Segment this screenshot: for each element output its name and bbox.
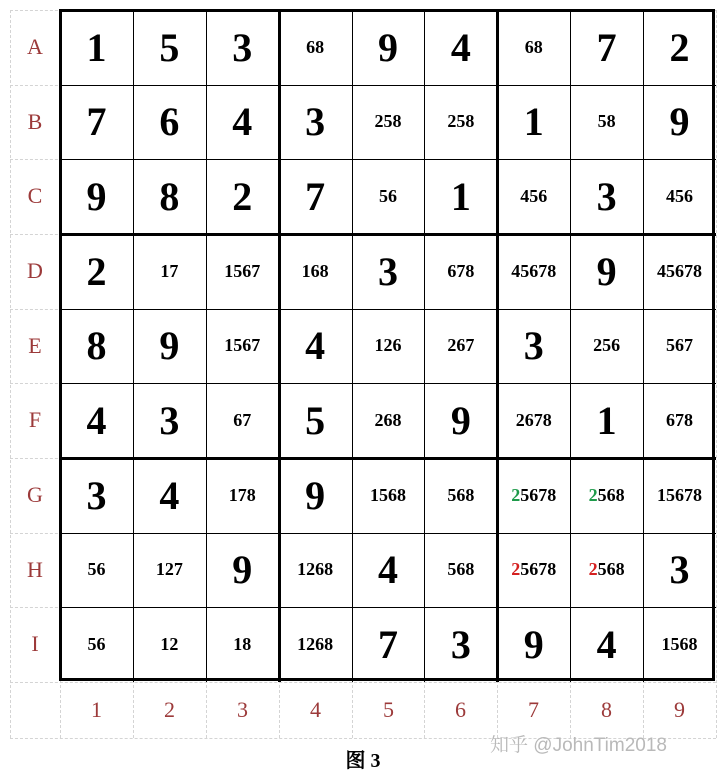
cell-e7: 3 [523, 323, 544, 369]
cell-i5: 7 [377, 622, 398, 668]
cell-c5: 56 [378, 186, 397, 207]
cell-b8: 58 [597, 111, 616, 132]
cell-e6: 267 [447, 335, 475, 356]
column-label-9: 9 [674, 697, 685, 722]
cell-g9: 15678 [657, 484, 703, 505]
cell-e4: 4 [305, 323, 326, 369]
cell-a1: 1 [86, 24, 107, 70]
cell-d7: 45678 [511, 260, 557, 281]
cell-h5: 4 [377, 547, 398, 593]
cell-i3: 18 [233, 634, 252, 655]
row-label-a: A [27, 34, 43, 59]
cell-f9: 678 [666, 410, 694, 431]
column-label-7: 7 [528, 697, 539, 722]
cell-h2: 127 [155, 559, 183, 580]
cell-d8: 9 [596, 248, 617, 294]
guide-vline [716, 10, 717, 738]
cell-b7: 1 [523, 99, 544, 145]
cell-e1: 8 [86, 323, 107, 369]
cell-g6: 568 [447, 484, 475, 505]
cell-i8: 4 [596, 622, 617, 668]
watermark: 知乎 @JohnTim2018 [490, 735, 667, 756]
cell-a7: 68 [524, 36, 543, 57]
cell-h6: 568 [447, 559, 475, 580]
cell-e5: 126 [374, 335, 402, 356]
cell-c7: 456 [520, 186, 548, 207]
column-label-6: 6 [455, 697, 466, 722]
cell-c6: 1 [450, 174, 471, 220]
cell-h4: 1268 [297, 559, 334, 580]
cell-b6: 258 [447, 111, 475, 132]
row-label-i: I [31, 631, 39, 656]
cell-c3: 2 [232, 174, 253, 220]
column-label-1: 1 [91, 697, 102, 722]
cell-a5: 9 [377, 24, 398, 70]
cell-a3: 3 [232, 24, 253, 70]
cell-c2: 8 [159, 174, 180, 220]
highlighted-candidate: 2 [511, 484, 521, 505]
row-label-e: E [28, 333, 42, 358]
highlighted-candidate: 2 [588, 559, 598, 580]
candidate-rest: 5678 [520, 484, 557, 505]
cell-a9: 2 [669, 24, 690, 70]
cell-a8: 7 [596, 24, 617, 70]
row-label-c: C [27, 183, 43, 208]
cell-g3: 178 [228, 484, 256, 505]
cell-d3: 1567 [224, 260, 261, 281]
row-label-d: D [27, 258, 43, 283]
cell-a2: 5 [159, 24, 180, 70]
figure-caption: 图 3 [345, 750, 381, 772]
cell-d2: 17 [160, 260, 179, 281]
cell-i7: 9 [523, 622, 544, 668]
cell-d4: 168 [301, 260, 329, 281]
cell-e9: 567 [666, 335, 694, 356]
cell-b2: 6 [159, 99, 180, 145]
cell-i6: 3 [450, 622, 471, 668]
cell-g1: 3 [86, 472, 107, 518]
candidate-rest: 5678 [520, 559, 557, 580]
cell-c1: 9 [86, 174, 107, 220]
cell-e8: 256 [593, 335, 621, 356]
row-label-f: F [28, 407, 42, 432]
cell-b1: 7 [86, 99, 107, 145]
row-label-b: B [27, 109, 43, 134]
cell-i4: 1268 [297, 634, 334, 655]
cell-c9: 456 [666, 186, 694, 207]
cell-i2: 12 [160, 634, 179, 655]
cell-e2: 9 [159, 323, 180, 369]
cell-c8: 3 [596, 174, 617, 220]
candidate-rest: 568 [597, 484, 625, 505]
row-label-h: H [27, 557, 43, 582]
cell-a4: 68 [306, 36, 325, 57]
cell-g2: 4 [159, 472, 180, 518]
highlighted-candidate: 2 [588, 484, 598, 505]
cell-i1: 56 [87, 634, 106, 655]
sudoku-board [60, 10, 716, 682]
cell-f6: 9 [450, 398, 471, 444]
cell-b3: 4 [232, 99, 253, 145]
cell-f4: 5 [305, 398, 326, 444]
highlighted-candidate: 2 [511, 559, 521, 580]
column-label-2: 2 [164, 697, 175, 722]
column-label-5: 5 [383, 697, 394, 722]
column-label-3: 3 [237, 697, 248, 722]
cell-f2: 3 [159, 398, 180, 444]
cell-i9: 1568 [661, 634, 698, 655]
cell-f5: 268 [374, 410, 402, 431]
candidate-rest: 568 [597, 559, 625, 580]
column-label-4: 4 [310, 697, 321, 722]
board-border [59, 9, 715, 681]
cell-g5: 1568 [369, 484, 406, 505]
cell-g4: 9 [305, 472, 326, 518]
cell-b9: 9 [669, 99, 690, 145]
cell-d9: 45678 [657, 260, 703, 281]
row-label-g: G [27, 482, 43, 507]
cell-d1: 2 [86, 248, 107, 294]
cell-b5: 258 [374, 111, 402, 132]
cell-f1: 4 [86, 398, 107, 444]
cell-f3: 67 [233, 410, 252, 431]
cell-f8: 1 [596, 398, 617, 444]
cell-h9: 3 [669, 547, 690, 593]
cell-h3: 9 [232, 547, 253, 593]
cell-f7: 2678 [515, 410, 552, 431]
cell-c4: 7 [305, 174, 326, 220]
cell-e3: 1567 [224, 335, 261, 356]
cell-h1: 56 [87, 559, 106, 580]
cell-d6: 678 [447, 260, 475, 281]
cell-d5: 3 [377, 248, 398, 294]
cell-a6: 4 [450, 24, 471, 70]
column-label-8: 8 [601, 697, 612, 722]
cell-b4: 3 [305, 99, 326, 145]
